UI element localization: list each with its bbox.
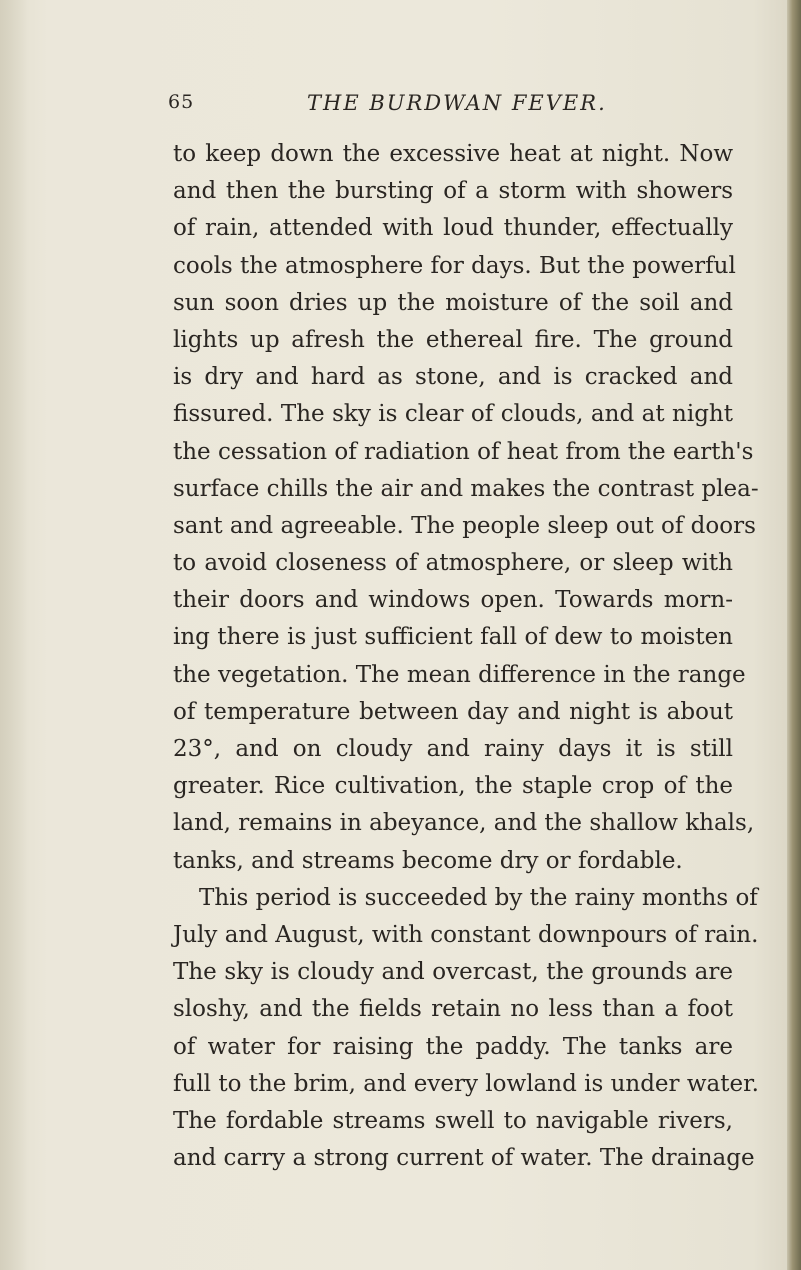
gutter-shadow [0,0,28,1270]
text-line: The sky is cloudy and overcast, the grounds are [173,959,733,986]
text-line: sun soon dries up the moisture of the soil and [173,289,733,316]
text-line: land, remains in abeyance, and the shallow khals, [173,810,755,837]
page-number: 65 [168,91,195,113]
text-line: the cessation of radiation of heat from the earth's [173,438,754,465]
text-line: cools the atmosphere for days. But the powerful [173,252,736,279]
text-line: of water for raising the paddy. The tanks are [173,1033,733,1060]
text-line: of temperature between day and night is about [173,698,733,725]
text-line: fissured. The sky is clear of clouds, and at night [173,401,733,428]
text-line: greater. Rice cultivation, the staple crop of the [173,773,733,800]
text-line: full to the brim, and every lowland is under water. [173,1070,759,1097]
page-edge [787,0,801,1270]
text-line: This period is succeeded by the rainy months of [199,884,758,911]
text-line: tanks, and streams become dry or fordable. [173,847,683,874]
text-line: is dry and hard as stone, and is cracked and [173,364,733,391]
text-line: 23°, and on cloudy and rainy days it is still [173,736,733,762]
running-head: THE BURDWAN FEVER. [307,91,607,115]
page-header [168,91,688,121]
text-line: the vegetation. The mean difference in the range [173,661,746,688]
text-line: The fordable streams swell to navigable rivers, [173,1107,733,1134]
text-line: lights up afresh the ethereal fire. The ground [173,326,733,353]
text-line: their doors and windows open. Towards morn- [173,587,733,614]
text-line: sant and agreeable. The people sleep out of doors [173,512,756,539]
text-line: to keep down the excessive heat at night. Now [173,141,733,167]
text-line: and then the bursting of a storm with showers [173,178,733,205]
text-line: July and August, with constant downpours of rain. [173,921,759,948]
text-line: surface chills the air and makes the contrast plea- [173,475,759,502]
text-line: ing there is just sufficient fall of dew to moisten [173,624,733,651]
text-line: sloshy, and the fields retain no less than a foot [173,996,733,1023]
text-line: to avoid closeness of atmosphere, or sleep with [173,550,733,577]
text-line: and carry a strong current of water. The drainage [173,1145,755,1172]
body-text [173,136,759,1177]
text-line: of rain, attended with loud thunder, effectually [173,215,733,242]
